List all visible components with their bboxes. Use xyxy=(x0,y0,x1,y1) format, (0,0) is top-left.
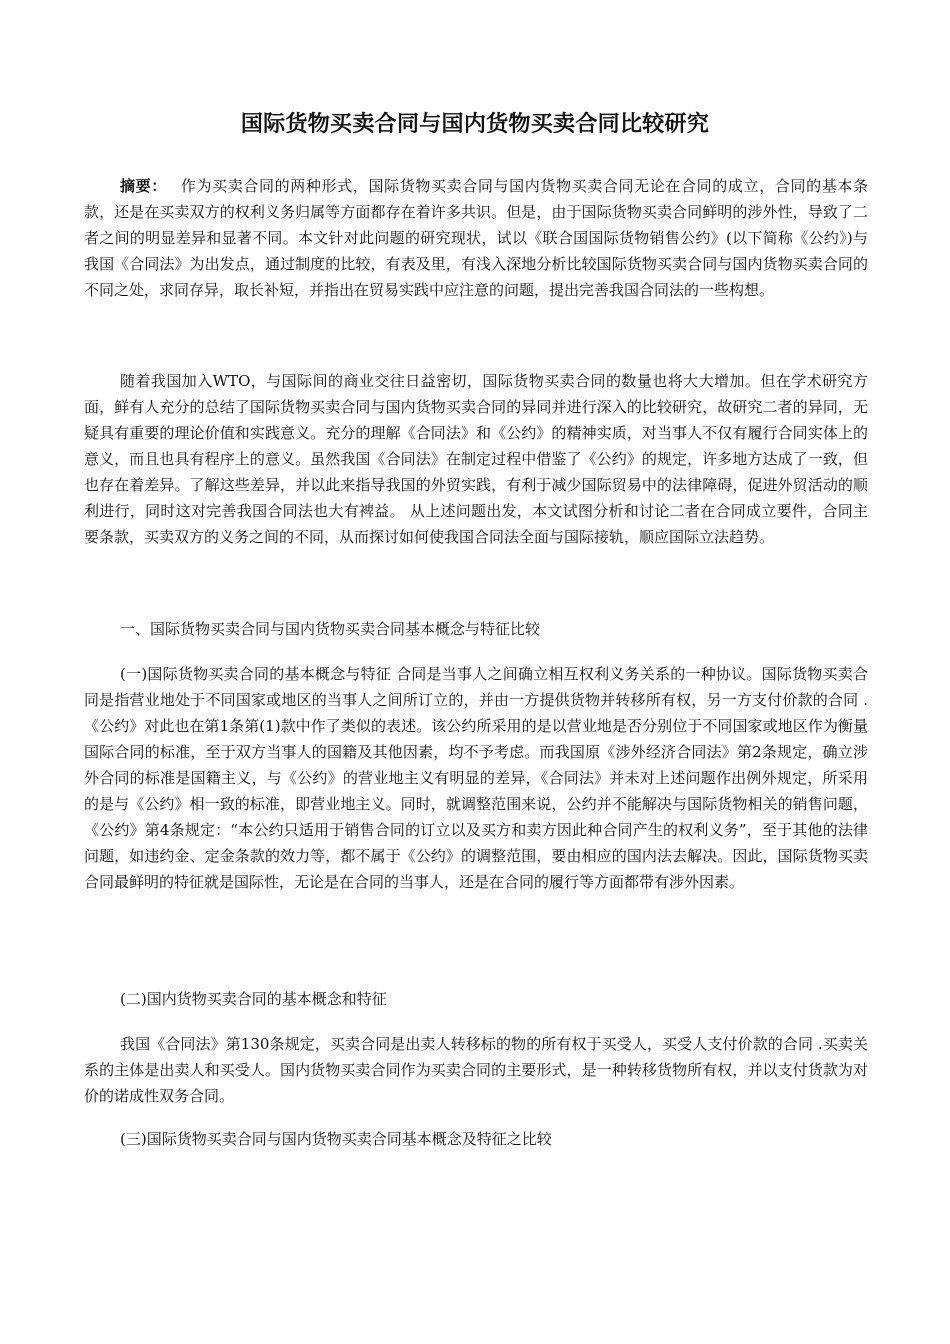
section-1-3-heading: (三)国际货物买卖合同与国内货物买卖合同基本概念及特征之比较 xyxy=(120,1130,552,1148)
abstract-text: 作为买卖合同的两种形式，国际货物买卖合同与国内货物买卖合同无论在合同的成立，合同的基本条款，还是在买卖双方的权利义务归属等方面都存在着许多共识。但是，由于国际货物买卖合同鲜明的涉外性，导致了二者之间的明显差异和显著不同。本文针对此问题的研究现状，试以《联合国国际货物销售公约》(以下简称《公约》)与我国《合同法》为出发点，通过制度的比较，有表及里，有浅入深地分析比较国际货物买卖合同与国内货物买卖合同的不同之处，求同存异，取长补短，并指出在贸易实践中应注意的问题，提出完善我国合同法的一些构想。 xyxy=(84,177,868,299)
abstract-paragraph xyxy=(84,173,868,303)
document-title: 国际货物买卖合同与国内货物买卖合同比较研究 xyxy=(240,112,710,137)
section-1-1-paragraph: (一)国际货物买卖合同的基本概念与特征 合同是当事人之间确立相互权利义务关系的一种协议。国际货物买卖合同是指营业地处于不同国家或地区的当事人之间所订立的，并由一方提供货物并转移所有权，另一方支付价款的合同 .《公约》对此也在第1条第(1)款中作了类似的表述。该公约所采用的是以营业地是否分别位于不同国家或地区作为衡量国际合同的标准，至于双方当事人的国籍及其他因素，均不予考虑。而我国原《涉外经济合同法》第2条规定，确立涉外合同的标准是国籍主义，与《公约》的营业地主义有明显的差异，《合同法》并未对上述问题作出例外规定，所采用的是与《公约》相一致的标准，即营业地主义。同时，就调整范围来说，公约并不能解决与国际货物相关的销售问题，《公约》第4条规定：“本公约只适用于销售合同的订立以及买方和卖方因此种合同产生的权利义务”，至于其他的法律问题，如违约金、定金条款的效力等，都不属于《公约》的调整范围，要由相应的国内法去解决。因此，国际货物买卖合同最鲜明的特征就是国际性，无论是在合同的当事人，还是在合同的履行等方面都带有涉外因素。 xyxy=(84,665,868,891)
intro-paragraph: 随着我国加入WTO，与国际间的商业交往日益密切，国际货物买卖合同的数量也将大大增加。但在学术研究方面，鲜有人充分的总结了国际货物买卖合同与国内货物买卖合同的异同并进行深入的比较研究，故研究二者的异同，无疑具有重要的理论价值和实践意义。充分的理解《合同法》和《公约》的精神实质，对当事人不仅有履行合同实体上的意义，而且也具有程序上的意义。虽然我国《合同法》在制定过程中借鉴了《公约》的规定，许多地方达成了一致，但也存在着差异。了解这些差异，并以此来指导我国的外贸实践，有利于减少国际贸易中的法律障碍，促进外贸活动的顺利进行，同时这对完善我国合同法也大有裨益。 从上述问题出发，本文试图分析和讨论二者在合同成立要件，合同主要条款，买卖双方的义务之间的不同，从而探讨如何使我国合同法全面与国际接轨，顺应国际立法趋势。 xyxy=(84,372,868,546)
abstract-label: 摘要： xyxy=(120,177,167,195)
section-1-2-heading: (二)国内货物买卖合同的基本概念和特征 xyxy=(120,990,387,1008)
section-1-2-paragraph: 我国《合同法》第130条规定，买卖合同是出卖人转移标的物的所有权于买受人，买受人支付价款的合同 .买卖关系的主体是出卖人和买受人。国内货物买卖合同作为买卖合同的主要形式，是一种转移货物所有权，并以支付货款为对价的诺成性双务合同。 xyxy=(84,1035,868,1105)
section-1-heading: 一、国际货物买卖合同与国内货物买卖合同基本概念与特征比较 xyxy=(120,620,541,638)
